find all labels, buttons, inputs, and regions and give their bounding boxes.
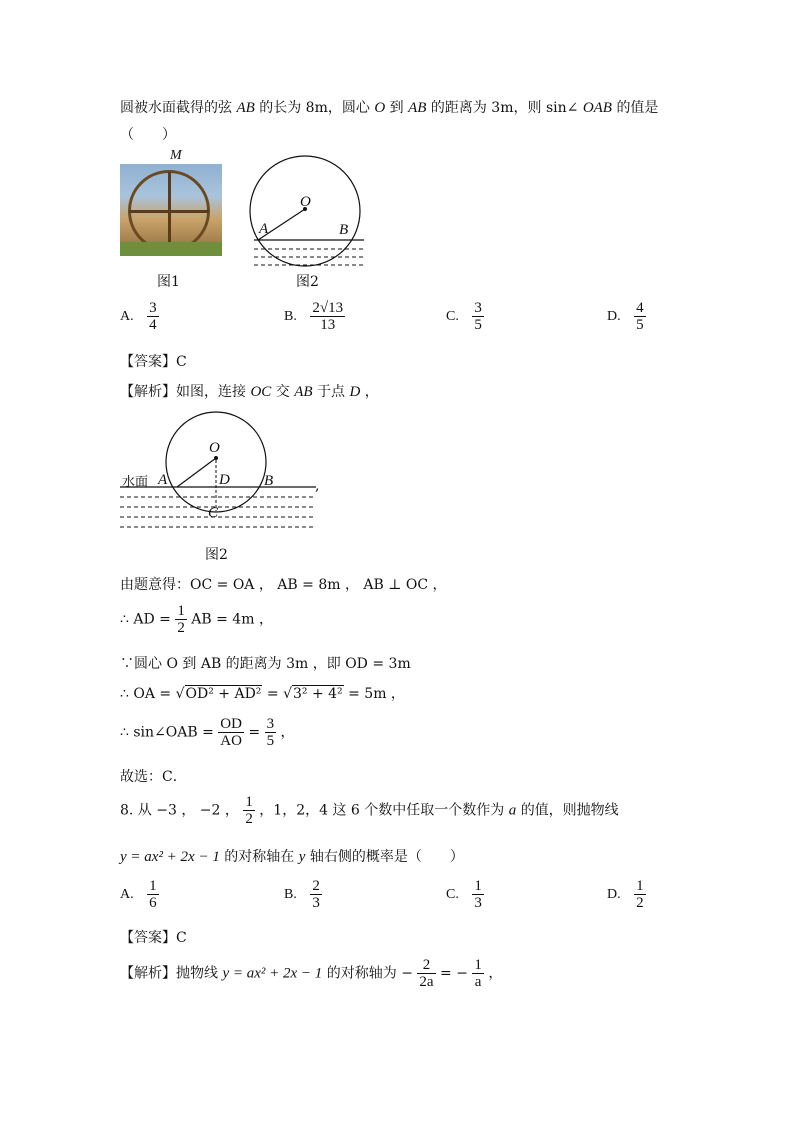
fig2-diagram [248, 152, 368, 272]
q8-option-c: C. $\frac{1}{3}$ [446, 878, 482, 911]
fraction: $\frac{1}{2}$ [177, 603, 185, 636]
q7-var-o: O [374, 100, 386, 116]
fig3-label-d: D [219, 472, 230, 488]
q7-stem [120, 97, 658, 117]
fig2-label-b: B [339, 222, 349, 238]
fraction: $\frac{1}{2}$ [636, 878, 644, 911]
q8-option-a: A. $\frac{1}{6}$ [120, 878, 157, 911]
q7-line5: ∴ sin∠OAB = $\frac{OD}{AO}$ = $\frac{3}{5}$ ， [120, 716, 295, 749]
q7-line2: ∴ AD = $\frac{1}{2}$ AB = 4m ， [120, 603, 273, 636]
q7-option-a: A. $\frac{3}{4}$ [120, 300, 157, 333]
fig3-label-b: B [264, 473, 274, 489]
ground [120, 242, 222, 256]
fraction: $\frac{3}{5}$ [266, 716, 275, 749]
q8-stem: 8. 从 −3 ， −2 ， $\frac{1}{2}$ ，1，2，4 这 6 个数中任取一个数作为 a 的值，则抛物线 [120, 794, 619, 827]
fig3-comma: , [315, 478, 320, 494]
fig3-diagram [118, 406, 323, 536]
fig2-label-a: A [259, 221, 269, 237]
q7-stem-text: 到 [389, 100, 404, 116]
fig3-water-label: 水面 [122, 475, 149, 490]
waterwheel-photo [120, 164, 222, 256]
q7-var-ab: AB [408, 100, 427, 116]
fraction: $\frac{1}{2}$ [245, 794, 253, 827]
q7-blank: （ ） [120, 127, 176, 143]
q7-line1: 由题意得：OC = OA ， AB = 8m ， AB ⊥ OC ， [120, 577, 447, 593]
fraction: $\frac{3}{5}$ [474, 300, 482, 333]
fraction: $\frac{1}{3}$ [474, 878, 482, 911]
fig1-label-m: M [170, 148, 182, 163]
q7-answer: 【答案】C [120, 354, 187, 370]
fig2-label-o: O [300, 194, 311, 210]
q8-analysis: 【解析】抛物线 y = ax² + 2x − 1 的对称轴为 − $\frac{2}{2a}$ = − $\frac{1}{a}$ ， [120, 957, 503, 990]
q7-line4: ∴ OA = √OD² + AD² = √3² + 4² = 5m ， [120, 686, 405, 702]
q7-analysis-intro: 【解析】如图，连接 OC 交 AB 于点 D ， [120, 384, 379, 400]
q8-line2: y = ax² + 2x − 1 的对称轴在 y 轴右侧的概率是（ ） [120, 849, 464, 865]
fraction: $\frac{1}{a}$ [474, 957, 482, 990]
fig3-label-a: A [158, 472, 168, 488]
q7-stem-text: 圆被水面截得的弦 [120, 100, 232, 116]
q7-line6: 故选：C． [120, 769, 187, 785]
fraction: $\frac{2√13}{13}$ [312, 300, 344, 333]
fig3-label-o: O [209, 440, 220, 456]
fraction: $\frac{2}{3}$ [312, 878, 320, 911]
q8-option-b: B. $\frac{2}{3}$ [284, 878, 320, 911]
q7-option-b: B. $\frac{2√13}{13}$ [284, 300, 344, 333]
fig1-caption: 图1 [157, 274, 180, 290]
fraction: $\frac{4}{5}$ [636, 300, 644, 333]
q8-option-d: D. $\frac{1}{2}$ [607, 878, 644, 911]
fraction: $\frac{3}{4}$ [149, 300, 157, 333]
fraction: $\frac{1}{6}$ [149, 878, 157, 911]
fraction: $\frac{OD}{AO}$ [220, 716, 242, 749]
q7-var-oab: OAB [582, 100, 612, 116]
fig3-caption: 图2 [205, 547, 228, 563]
q7-option-c: C. $\frac{3}{5}$ [446, 300, 482, 333]
fig3-label-c: C [208, 505, 219, 521]
fig2-caption: 图2 [296, 274, 319, 290]
q7-line3: ∵圆心 O 到 AB 的距离为 3m ，即 OD = 3m [120, 656, 411, 672]
fraction: $\frac{2}{2a}$ [419, 957, 434, 990]
q7-option-d: D. $\frac{4}{5}$ [607, 300, 644, 333]
q7-stem-text: 的距离为 3m，则 sin∠ [430, 100, 579, 116]
wheel-spoke [129, 210, 209, 213]
q8-answer: 【答案】C [120, 930, 187, 946]
q7-var-ab: AB [236, 100, 255, 116]
q7-stem-text: 的值是 [616, 100, 659, 116]
q7-stem-text: 的长为 8m，圆心 [259, 100, 370, 116]
